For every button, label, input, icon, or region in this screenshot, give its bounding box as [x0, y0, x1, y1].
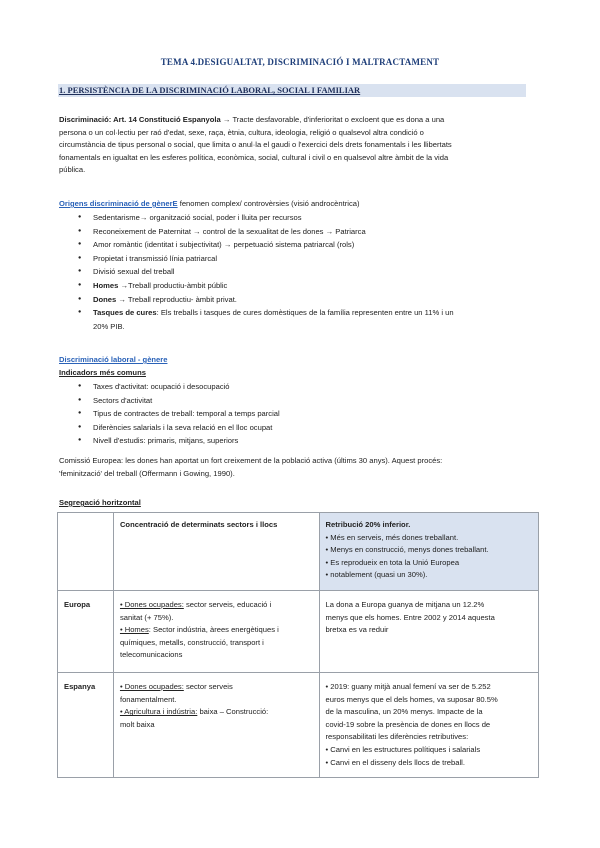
indicadors-list: [93, 380, 533, 448]
text-line: 'feminització' del treball (Offermann i Gowing, 1990).: [59, 468, 235, 478]
list-item-text: Divisió sexual del treball: [93, 267, 175, 277]
cell-text: sector serveis: [183, 681, 233, 691]
cell-text: : Sector indústria, àrees energètiques i: [148, 625, 279, 635]
list-item-text: → Treball reproductiu- àmbit privat.: [116, 294, 237, 304]
list-item: [93, 306, 533, 333]
list-item: ● Sectors d'activitat: [93, 394, 533, 408]
table-row: [58, 590, 539, 672]
cell-line: telecomunicacions: [119, 650, 183, 660]
text-line: persona o un col·lectiu per raó d'edat, sexe, raça, ètnia, cultura, ideologia, religió o qualsevol altra condició o: [59, 127, 424, 137]
list-item-text: Sedentarisme→ organització social, poder i lluita per recursos: [93, 213, 302, 222]
list-item: [93, 238, 533, 252]
cell-line: de la masculina, un 20% menys. Impacte de la: [325, 707, 483, 717]
header-title: Retribució 20% inferior.: [325, 520, 411, 529]
cell-line: sanitat (+ 75%).: [119, 612, 174, 622]
section-title: 1. PERSISTÈNCIA DE LA DISCRIMINACIÓ LABORAL, SOCIAL I FAMILIAR: [59, 85, 361, 95]
cell-text: sector serveis, educació i: [183, 599, 272, 609]
table-cell: [319, 590, 538, 672]
discriminacio-line-1: [59, 114, 539, 127]
arrow: →: [220, 115, 233, 124]
origens-rest: fenomen complex/ controvèrsies (visió androcèntrica): [177, 199, 360, 208]
table-row: [58, 672, 539, 777]
cell-line: fonamentalment.: [119, 694, 177, 704]
cell-text: baixa – Construcció:: [197, 707, 269, 717]
segregacio-table: [57, 512, 539, 778]
cell-line: [120, 706, 313, 719]
list-item: ● Taxes d'activitat: ocupació i desocupació: [93, 380, 533, 394]
cell-underline: • Dones ocupades:: [119, 599, 184, 609]
list-item-bold: Homes: [93, 280, 119, 290]
list-item: ● Tipus de contractes de treball: temporal a temps parcial: [93, 407, 533, 421]
text-line: Comissió Europea: les dones han aportat un fort creixement de la població activa (últims 30 anys). Aquest procés:: [59, 456, 443, 465]
cell-line: responsabilitati les diferències retributives:: [325, 732, 469, 742]
list-item: [93, 265, 533, 279]
discriminacio-label: Discriminació: Art. 14 Constitució Espanyola: [59, 115, 221, 124]
page-title: TEMA 4.DESIGUALTAT, DISCRIMINACIÓ I MALTRACTAMENT: [160, 57, 440, 67]
list-item: [93, 225, 533, 239]
text-line: Tracte desfavorable, d'inferioritat o excloent que es dona a una: [232, 115, 445, 124]
text-line: circumstància de tipus personal o social, que limita o anul·la el gaudi o l'exercici dels drets fonamentals i les llibertats: [59, 140, 452, 150]
table-header-cell-empty: [58, 513, 114, 591]
header-item: • notablement (quasi un 30%).: [325, 570, 428, 580]
indicadors-subheading: [59, 367, 539, 380]
list-item: [93, 252, 533, 266]
text-line: fonamentals en igualtat en les esferes política, econòmica, social, cultural i civil o en qualsevol altre àmbit de la vida: [59, 152, 449, 162]
disc-laboral-link[interactable]: Discriminació laboral - gènere: [59, 355, 168, 364]
cell-line: La dona a Europa guanya de mitjana un 12.2%: [325, 599, 485, 609]
list-item: [93, 279, 533, 293]
list-item-continuation: 20% PIB.: [93, 321, 125, 331]
origens-list: [93, 211, 533, 333]
row-label: Espanya: [58, 672, 114, 777]
table-cell: [113, 672, 319, 777]
header-item: • Menys en construcció, menys dones treballant.: [325, 545, 489, 555]
table-header-cell: Concentració de determinats sectors i llocs: [113, 513, 319, 591]
cell-line: [120, 599, 313, 612]
comissio-paragraph: [59, 455, 539, 480]
list-item-text: Propietat i transmissió línia patriarcal: [93, 253, 218, 263]
cell-line: • Canvi en el disseny dels llocs de treball.: [325, 757, 465, 767]
cell-line: químiques, metalls, construcció, transport i: [119, 637, 264, 647]
table-cell: [319, 672, 538, 777]
segregacio-heading: Segregació horitzontal: [59, 498, 141, 507]
header-item: • Es reprodueix en tota la Unió Europea: [325, 557, 460, 567]
cell-line: molt baixa: [119, 719, 155, 729]
row-label: Europa: [58, 590, 114, 672]
header-item: • Més en serveis, més dones treballant.: [325, 532, 459, 542]
table-header-cell: [319, 513, 538, 591]
origens-link[interactable]: Origens discriminació de gènerE: [59, 199, 178, 208]
cell-line: bretxa es va reduir: [325, 625, 389, 635]
cell-underline: • Agricultura i indústria:: [119, 707, 198, 717]
disc-laboral-heading-line: [59, 354, 539, 367]
discriminacio-paragraph: [59, 114, 539, 177]
list-item: ● Diferències salarials i la seva relació en el lloc ocupat: [93, 421, 533, 435]
cell-line: covid-19 sobre la presència de dones en llocs de: [325, 719, 491, 729]
cell-line: menys que els homes. Entre 2002 y 2014 aquesta: [325, 612, 495, 622]
cell-line: • Canvi en les estructures polítiques i salarials: [325, 744, 481, 754]
list-item-text: Amor romàntic (identitat i subjectivitat) → perpetuació sistema patriarcal (rols): [93, 240, 355, 250]
segregacio-heading-line: [59, 497, 539, 510]
cell-line: [120, 681, 313, 694]
list-item: ● Nivell d'estudis: primaris, mitjans, superiors: [93, 434, 533, 448]
list-item-bold: Tasques de cures: [93, 308, 157, 318]
list-item: [93, 293, 533, 307]
cell-underline: • Homes: [119, 625, 149, 635]
text-line: pública.: [59, 165, 86, 175]
table-header-row: [58, 513, 539, 591]
list-item-text: →Treball productiu-àmbit públic: [118, 280, 228, 290]
indicadors-label: Indicadors més comuns: [59, 368, 146, 377]
cell-line: euros menys que el dels homes, va suposar 80.5%: [325, 694, 498, 704]
cell-line: [120, 624, 313, 637]
cell-underline: • Dones ocupades:: [119, 681, 184, 691]
list-item: [93, 211, 533, 225]
origens-heading-line: [59, 198, 539, 211]
list-item-text: : Els treballs i tasques de cures domèstiques de la família representen entre un 11% i un: [156, 308, 454, 318]
list-item-bold: Dones: [93, 294, 117, 304]
list-item-text: Reconeixement de Paternitat → control de la sexualitat de les dones → Patriarca: [93, 226, 366, 236]
cell-line: • 2019: guany mitjà anual femení va ser de 5.252: [325, 681, 491, 691]
table-cell: [113, 590, 319, 672]
